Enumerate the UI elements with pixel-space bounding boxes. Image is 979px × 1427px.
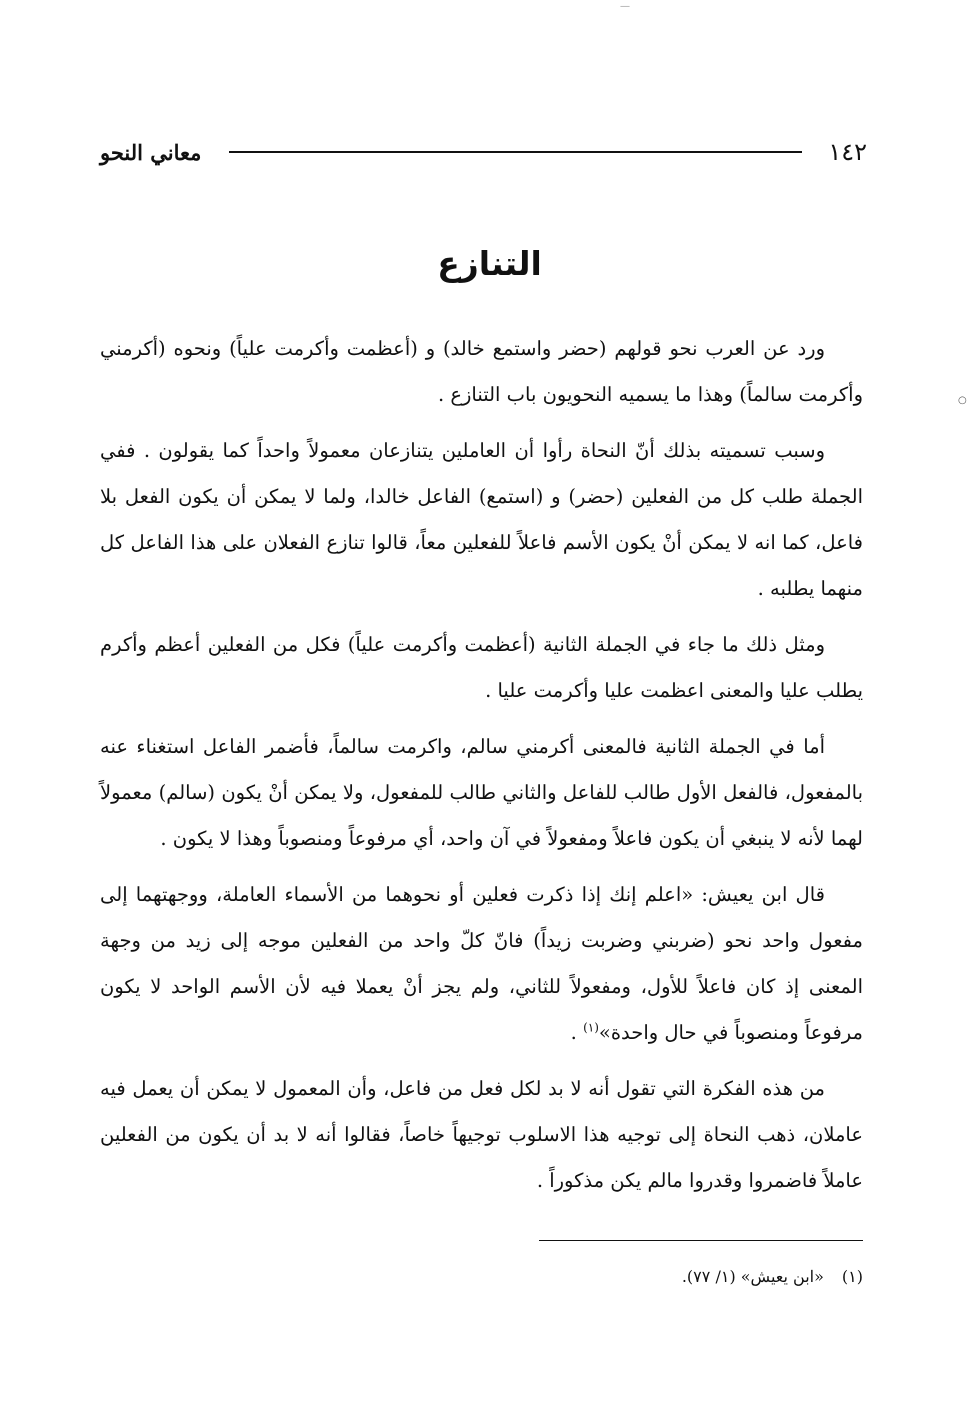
paragraph-text: من هذه الفكرة التي تقول أنه لا بد لكل فعل من فاعل، وأن المعمول لا يمكن أن يعمل فيه عاملان، ذهب النحاة إلى توجيه هذا الاسلوب توجيهاً خاصاً، فقالوا أنه لا بد أن يكون من الفعلين عاملاً فاضمروا وقدروا مالم يكن مذكوراً . bbox=[100, 1077, 863, 1192]
paragraph-text: قال ابن يعيش: «اعلم إنك إذا ذكرت فعلين أو نحوهما من الأسماء العاملة، ووجهتهما إلى مفعول واحد نحو (ضربني وضربت زيداً) فانّ كلّ واحد من الفعلين موجه إلى زيد من وجهة المعنى إذ كان فاعلاً للأول، ومفعولاً للثاني، ولم يجز أنْ يعملا فيه لأن الأسم الواحد لا يكون مرفوعاً ومنصوباً في حال واحدة» bbox=[100, 883, 863, 1044]
footnote-text: «ابن يعيش» (١/ ٧٧). bbox=[681, 1267, 824, 1286]
header-rule bbox=[229, 151, 802, 153]
paragraph-5-quotation bbox=[100, 872, 863, 1056]
paragraph-text: ورد عن العرب نحو قولهم (حضر واستمع خالد) و (أعظمت وأكرمت علياً) ونحوه (أكرمني وأكرمت سالماً) وهذا ما يسميه النحويون باب التنازع . bbox=[100, 337, 863, 406]
book-title: معاني النحو bbox=[100, 139, 202, 165]
paragraph-tail: . bbox=[570, 1021, 584, 1044]
paragraph-4 bbox=[100, 724, 863, 862]
footnote-marker: (١) bbox=[841, 1267, 863, 1286]
scan-speck: ○ bbox=[958, 395, 967, 406]
paragraph-2 bbox=[100, 428, 863, 612]
paragraph-6 bbox=[100, 1066, 863, 1204]
footnote-1 bbox=[300, 1262, 863, 1292]
paragraph-1 bbox=[100, 326, 863, 418]
paragraph-3 bbox=[100, 622, 863, 714]
paragraph-text: وسبب تسميته بذلك أنّ النحاة رأوا أن العاملين يتنازعان معمولاً واحداً كما يقولون . ففي الجملة طلب كل من الفعلين (حضر) و (استمع) الفاعل خالدا، ولما لا يمكن أن يكون الفعل بلا فاعل، كما انه لا يمكن أنْ يكون الأسم فاعلاً للفعلين معاً، قالوا تنازع الفعلان على هذا الفاعل كل منهما يطلبه . bbox=[100, 439, 863, 600]
footnote-separator bbox=[539, 1240, 863, 1241]
paragraph-text: أما في الجملة الثانية فالمعنى أكرمني سالم، واكرمت سالماً، فأضمر الفاعل استغناء عنه بالمفعول، فالفعل الأول طالب للفاعل والثاني طالب للمفعول، ولا يمكن أنْ يكون (سالم) معمولاً لهما لأنه لا ينبغي أن يكون فاعلاً ومفعولاً في آن واحد، أي مرفوعاً ومنصوباً وهذا لا يكون . bbox=[100, 735, 864, 850]
chapter-title: التنازع bbox=[437, 244, 542, 283]
page-number: ١٤٢ bbox=[828, 138, 867, 166]
paragraph-text: ومثل ذلك ما جاء في الجملة الثانية (أعظمت وأكرمت علياً) فكل من الفعلين أعظم وأكرم يطلب عليا والمعنى اعظمت عليا وأكرمت عليا . bbox=[100, 633, 863, 702]
scan-speck: — bbox=[620, 1, 630, 12]
running-header bbox=[100, 132, 867, 172]
footnote-reference: (١) bbox=[583, 1020, 599, 1035]
body-text bbox=[100, 326, 863, 1214]
footnotes bbox=[300, 1262, 863, 1292]
